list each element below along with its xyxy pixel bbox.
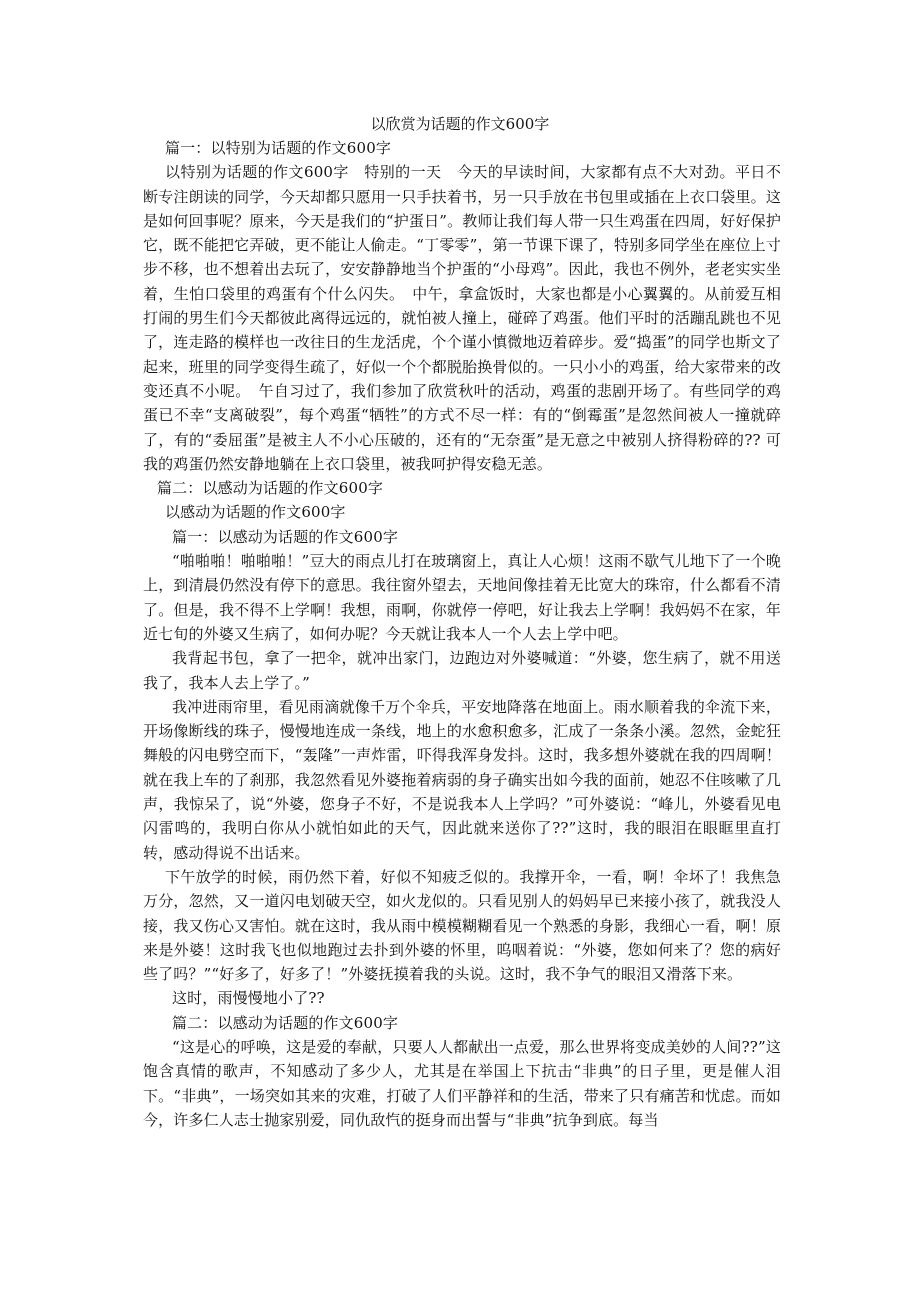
sub1-paragraph-2: 我背起书包，拿了一把伞，就冲出家门，边跑边对外婆喊道：“外婆，您生病了，就不用送我了，我本人去上学了。” (143, 649, 781, 692)
section1-paragraph: 以特别为话题的作文600字 特别的一天 今天的早读时间，大家都有点不大对劲。平日不断专注朗读的同学，今天却都只愿用一只手扶着书，另一只手放在书包里或插在上衣口袋里。这是如何回事呢？原来，今天是我们的“护蛋日”。教师让我们每人带一只生鸡蛋在四周，好好保护它，既不能把它弄破，更不能让人偷走。“丁零零”，第一节课下课了，特别多同学坐在座位上寸步不移，也不想着出去玩了，安安静静地当个护蛋的“小母鸡”。因此，我也不例外，老老实实坐着，生怕口袋里的鸡蛋有个什么闪失。 中午，拿盒饭时，大家也都是小心翼翼的。从前爱互相打闹的男生们今天都彼此离得远远的，就怕被人撞上，碰碎了鸡蛋。他们平时的活蹦乱跳也不见了，连走路的模样也一改往日的生龙活虎，个个谨小慎微地迈着碎步。爱“捣蛋”的同学也斯文了起来，班里的同学变得生疏了，好似一个个都脱胎换骨似的。一只小小的鸡蛋，给大家带来的改变还真不小呢。 午自习过了，我们参加了欣赏秋叶的活动，鸡蛋的悲剧开场了。有些同学的鸡蛋已不幸“支离破裂”，每个鸡蛋“牺牲”的方式不尽一样：有的“倒霉蛋”是忽然间被人一撞就碎了，有的“委屈蛋”是被主人不小心压破的，还有的“无奈蛋”是无意之中被别人挤得粉碎的?? 可我的鸡蛋仍然安静地躺在上衣口袋里，被我呵护得安稳无恙。 (143, 163, 781, 473)
section2-heading: 篇二：以感动为话题的作文600字 (157, 479, 384, 498)
sub2-paragraph-1: “这是心的呼唤，这是爱的奉献，只要人人都献出一点爱，那么世界将变成美妙的人间??”这饱含真情的歌声，不知感动了多少人，尤其是在举国上下抗击“非典”的日子里，更是催人泪下。“非典”，一场突如其来的灾难，打破了人们平静祥和的生活，带来了只有痛苦和忧虑。而如今，许多仁人志士抛家别爱，同仇敌忾的挺身而出誓与“非典”抗争到底。每当 (143, 1037, 781, 1129)
document-body (143, 136, 781, 1132)
sub1-heading: 篇一：以感动为话题的作文600字 (172, 527, 399, 546)
section2-subtitle: 以感动为话题的作文600字 (165, 503, 346, 522)
section1-heading: 篇一：以特别为话题的作文600字 (165, 139, 392, 157)
sub2-heading: 篇二：以感动为话题的作文600字 (172, 1013, 399, 1032)
sub1-paragraph-3: 我冲进雨帘里，看见雨滴就像千万个伞兵，平安地降落在地面上。雨水顺着我的伞流下来，开场像断线的珠子，慢慢地连成一条线，地上的水愈积愈多，汇成了一条条小溪。忽然，金蛇狂舞般的闪电劈空而下，“轰隆”一声炸雷，吓得我浑身发抖。这时，我多想外婆就在我的四周啊！就在我上车的了刹那，我忽然看见外婆拖着病弱的身子确实出如今我的面前，她忍不住咳嗽了几声，我惊呆了，说“外婆，您身子不好，不是说我本人上学吗？”可外婆说：“峰儿，外婆看见电闪雷鸣的，我明白你从小就怕如此的天气，因此就来送你了??”这时，我的眼泪在眼眶里直打转，感动得说不出话来。 (143, 697, 781, 862)
sub1-paragraph-5: 这时，雨慢慢地小了?? (172, 989, 325, 1008)
sub1-paragraph-4: 下午放学的时候，雨仍然下着，好似不知疲乏似的。我撑开伞，一看，啊！伞坏了！我焦急万分，忽然，又一道闪电划破天空，如火龙似的。只看见别人的妈妈早已来接小孩了，就我没人接，我又伤心又害怕。就在这时，我从雨中模模糊糊看见一个熟悉的身影，我细心一看，啊！原来是外婆！这时我飞也似地跑过去扑到外婆的怀里，呜咽着说：“外婆，您如何来了？您的病好些了吗？”“好多了，好多了！”外婆抚摸着我的头说。这时，我不争气的眼泪又滑落下来。 (143, 867, 781, 984)
document-title: 以欣赏为话题的作文600字 (370, 115, 550, 133)
sub1-paragraph-1: “啪啪啪！啪啪啪！”豆大的雨点儿打在玻璃窗上，真让人心烦！这雨不歇气儿地下了一个晚上，到清晨仍然没有停下的意思。我往窗外望去，天地间像挂着无比宽大的珠帘，什么都看不清了。但是，我不得不上学啊！我想，雨啊，你就停一停吧，好让我去上学啊！我妈妈不在家，年近七旬的外婆又生病了，如何办呢？今天就让我本人一个人去上学中吧。 (143, 552, 781, 643)
